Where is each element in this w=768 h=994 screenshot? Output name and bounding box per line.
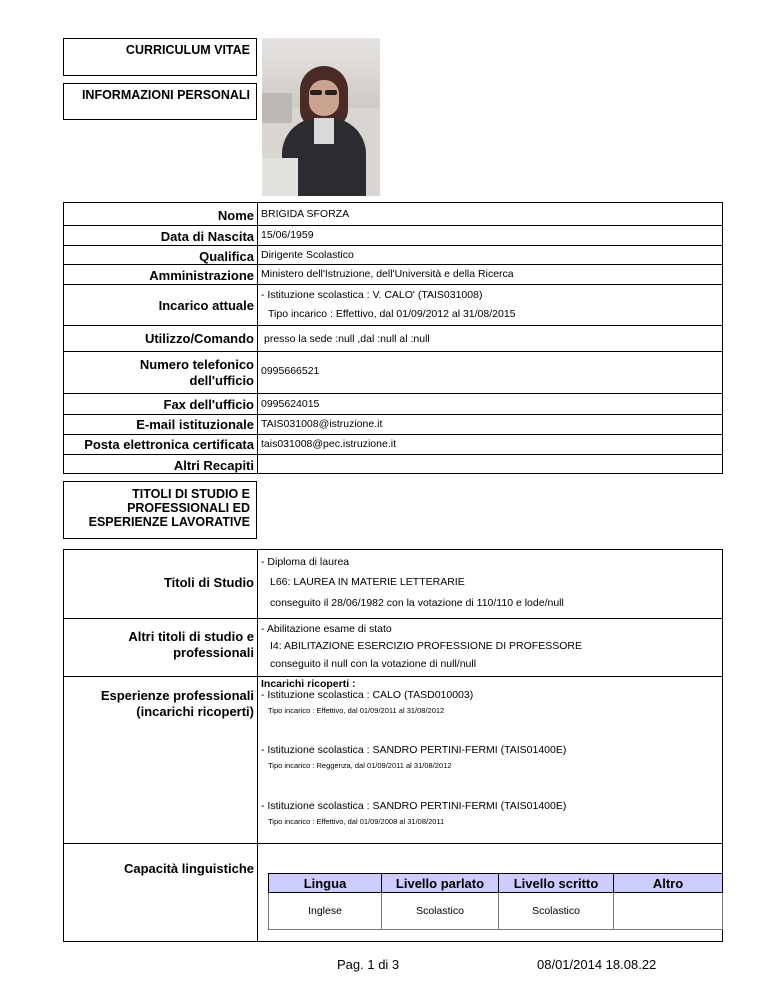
altri-titoli-label-1: Altri titoli di studio e bbox=[128, 629, 254, 644]
lingue-label: Capacità linguistiche bbox=[123, 861, 254, 876]
nome-label: Nome bbox=[217, 208, 254, 223]
qualifica-value: Dirigente Scolastico bbox=[261, 249, 354, 261]
esperienza-2-line: - Istituzione scolastica : SANDRO PERTINI-FERMI (TAIS01400E) bbox=[261, 744, 567, 756]
table-row bbox=[269, 893, 723, 930]
amministrazione-value: Ministero dell'Istruzione, dell'Università e della Ricerca bbox=[261, 268, 514, 280]
parlato-cell: Scolastico bbox=[382, 893, 499, 930]
utilizzo-label: Utilizzo/Comando bbox=[144, 331, 254, 346]
section2-title-3: ESPERIENZE LAVORATIVE bbox=[88, 515, 250, 529]
esperienze-label-2: (incarichi ricoperti) bbox=[136, 704, 254, 719]
altri-titoli-line2: I4: ABILITAZIONE ESERCIZIO PROFESSIONE DI PROFESSORE bbox=[270, 640, 582, 652]
incarico-line1: - Istituzione scolastica : V. CALO' (TAIS031008) bbox=[261, 289, 483, 301]
pec-value: tais031008@pec.istruzione.it bbox=[261, 438, 396, 450]
page-number: Pag. 1 di 3 bbox=[337, 957, 400, 972]
amministrazione-label: Amministrazione bbox=[149, 268, 254, 283]
section2-title-box bbox=[63, 481, 257, 539]
telefono-label-2: dell'ufficio bbox=[189, 373, 254, 388]
esperienza-1-line: - Istituzione scolastica : CALO (TASD010003) bbox=[261, 689, 474, 701]
lingua-header: Lingua bbox=[269, 874, 382, 893]
fax-label: Fax dell'ufficio bbox=[163, 397, 254, 412]
titoli-label: Titoli di Studio bbox=[163, 575, 254, 590]
print-datetime: 08/01/2014 18.08.22 bbox=[537, 957, 657, 972]
pec-label: Posta elettronica certificata bbox=[84, 437, 254, 452]
lingua-cell: Inglese bbox=[269, 893, 382, 930]
email-value: TAIS031008@istruzione.it bbox=[261, 418, 383, 430]
nome-value: BRIGIDA SFORZA bbox=[261, 208, 350, 220]
altri-titoli-line1: - Abilitazione esame di stato bbox=[261, 623, 392, 635]
esperienza-3-detail: Tipo incarico : Effettivo, dal 01/09/2008 al 31/08/2011 bbox=[268, 817, 445, 826]
personal-info-title: INFORMAZIONI PERSONALI bbox=[81, 88, 250, 102]
cv-title-box bbox=[63, 38, 257, 76]
titoli-line3: conseguito il 28/06/1982 con la votazione di 110/110 e lode/null bbox=[270, 597, 564, 609]
language-table bbox=[268, 873, 723, 930]
qualifica-label: Qualifica bbox=[199, 249, 254, 264]
altro-header: Altro bbox=[614, 874, 723, 893]
utilizzo-value: presso la sede :null ,dal :null al :null bbox=[264, 333, 430, 345]
telefono-value: 0995666521 bbox=[261, 365, 320, 377]
fax-value: 0995624015 bbox=[261, 398, 320, 410]
esperienza-2-detail: Tipo incarico : Reggenza, dal 01/09/2011 al 31/08/2012 bbox=[268, 761, 452, 770]
scritto-cell: Scolastico bbox=[499, 893, 614, 930]
incarico-line2: Tipo incarico : Effettivo, dal 01/09/2012 al 31/08/2015 bbox=[268, 308, 516, 320]
email-label: E-mail istituzionale bbox=[136, 417, 254, 432]
incarico-label: Incarico attuale bbox=[158, 298, 254, 313]
esperienza-3-line: - Istituzione scolastica : SANDRO PERTINI-FERMI (TAIS01400E) bbox=[261, 800, 567, 812]
altri-recapiti-label: Altri Recapiti bbox=[173, 458, 254, 473]
titoli-line2: L66: LAUREA IN MATERIE LETTERARIE bbox=[270, 576, 465, 588]
scritto-header: Livello scritto bbox=[499, 874, 614, 893]
personal-info-title-box bbox=[63, 83, 257, 120]
esperienza-1-detail: Tipo incarico : Effettivo, dal 01/09/2011 al 31/08/2012 bbox=[268, 706, 445, 715]
altro-cell bbox=[614, 893, 723, 930]
telefono-label-1: Numero telefonico bbox=[139, 357, 254, 372]
parlato-header: Livello parlato bbox=[382, 874, 499, 893]
titoli-line1: - Diploma di laurea bbox=[261, 556, 350, 568]
cv-title: CURRICULUM VITAE bbox=[125, 43, 250, 57]
section2-title-1: TITOLI DI STUDIO E bbox=[132, 487, 250, 501]
altri-titoli-label-2: professionali bbox=[173, 645, 254, 660]
profile-photo bbox=[262, 38, 380, 196]
altri-titoli-line3: conseguito il null con la votazione di null/null bbox=[270, 658, 477, 670]
esperienze-label-1: Esperienze professionali bbox=[100, 688, 254, 703]
esperienze-heading: Incarichi ricoperti : bbox=[261, 678, 356, 690]
section2-title-2: PROFESSIONALI ED bbox=[127, 501, 250, 515]
data-nascita-value: 15/06/1959 bbox=[261, 229, 314, 241]
data-nascita-label: Data di Nascita bbox=[160, 229, 254, 244]
